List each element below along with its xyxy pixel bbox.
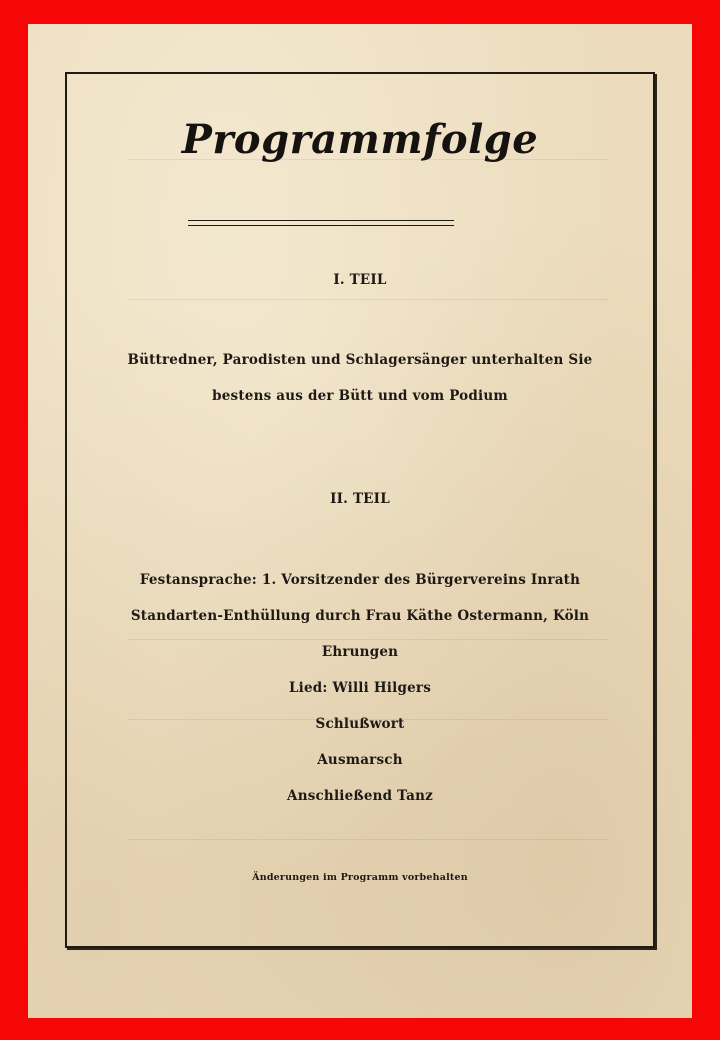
part1-line: Büttredner, Parodisten und Schlagersänger unterhalten Sie bbox=[127, 352, 593, 368]
part2-line: Lied: Willi Hilgers bbox=[288, 680, 432, 696]
part2-line: Ehrungen bbox=[321, 644, 399, 660]
part1-line: bestens aus der Bütt und vom Podium bbox=[212, 388, 508, 404]
title-underline-double bbox=[188, 225, 454, 226]
part2-line: Schlußwort bbox=[315, 716, 405, 732]
title-underline bbox=[188, 220, 454, 221]
program-sheet bbox=[28, 24, 692, 1018]
part2-heading: II. TEIL bbox=[330, 491, 390, 507]
part1-heading: I. TEIL bbox=[333, 272, 387, 288]
part2-line: Anschließend Tanz bbox=[287, 788, 433, 804]
part2-line: Ausmarsch bbox=[317, 752, 403, 768]
footnote: Änderungen im Programm vorbehalten bbox=[252, 872, 468, 883]
part2-line: Standarten-Enthüllung durch Frau Käthe Ostermann, Köln bbox=[130, 608, 590, 624]
part2-line: Festansprache: 1. Vorsitzender des Bürgervereins Inrath bbox=[139, 572, 581, 588]
page-border bbox=[65, 72, 655, 948]
program-title: Programmfolge bbox=[181, 116, 539, 163]
